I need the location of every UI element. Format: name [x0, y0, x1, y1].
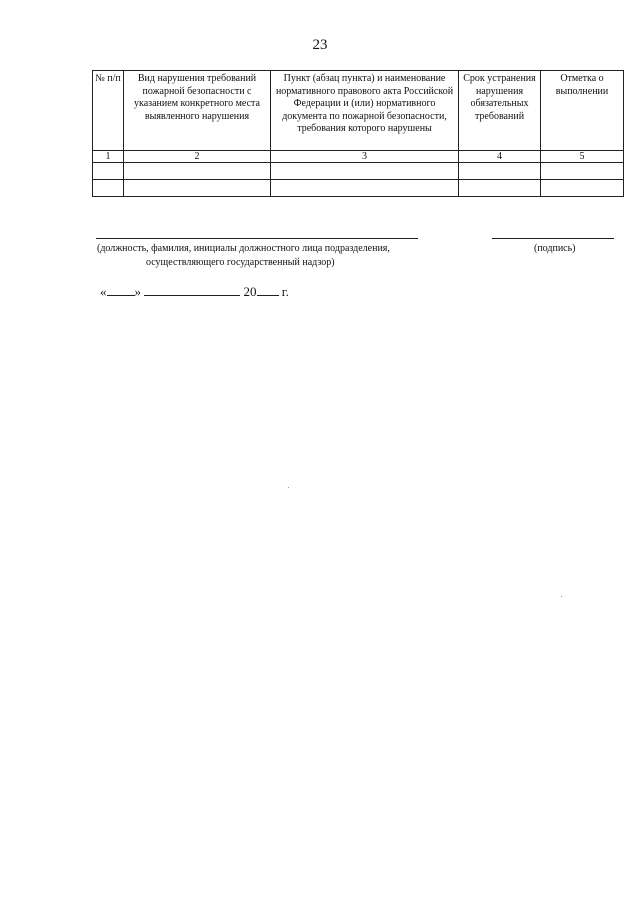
scan-speck: [288, 487, 289, 488]
year-prefix: 20: [243, 284, 257, 299]
column-number: 5: [541, 151, 624, 163]
violations-table: [92, 70, 624, 197]
table-cell: [124, 180, 271, 197]
day-blank: [107, 284, 135, 296]
signature-line: [492, 238, 614, 239]
year-blank: [257, 284, 279, 296]
table-row: [93, 180, 624, 197]
table-header-row: [93, 71, 624, 151]
column-number-row: [93, 151, 624, 163]
date-open-quote: «: [100, 284, 107, 299]
table-cell: [93, 163, 124, 180]
table-cell: [459, 180, 541, 197]
table-cell: [271, 180, 459, 197]
column-number: 4: [459, 151, 541, 163]
table-row: [93, 163, 624, 180]
page-number: 23: [312, 37, 328, 53]
table-cell: [124, 163, 271, 180]
month-blank: [144, 284, 240, 296]
column-number: 2: [124, 151, 271, 163]
header-row-number: № п/п: [93, 71, 124, 151]
table-cell: [541, 163, 624, 180]
table-cell: [459, 163, 541, 180]
header-violation-type: Вид нарушения требований пожарной безопасности с указанием конкретного места выявленного нарушения: [124, 71, 271, 151]
column-number: 3: [271, 151, 459, 163]
date-close-quote: »: [134, 284, 141, 299]
scan-speck: [561, 596, 562, 597]
year-suffix: г.: [281, 284, 289, 299]
table-cell: [541, 180, 624, 197]
official-caption-line2: осуществляющего государственный надзор): [146, 257, 335, 268]
header-deadline: Срок устранения нарушения обязательных требований: [459, 71, 541, 151]
signature-caption: (подпись): [534, 243, 576, 254]
official-name-line: [96, 238, 418, 239]
official-caption-line1: (должность, фамилия, инициалы должностного лица подразделения,: [97, 243, 390, 254]
table-cell: [271, 163, 459, 180]
date-line: [100, 284, 289, 300]
table-cell: [93, 180, 124, 197]
header-regulation-clause: Пункт (абзац пункта) и наименование нормативного правового акта Российской Федерации и (или) нормативного документа по пожарной безопасности, требования которого нарушены: [271, 71, 459, 151]
column-number: 1: [93, 151, 124, 163]
header-completion-mark: Отметка о выполнении: [541, 71, 624, 151]
